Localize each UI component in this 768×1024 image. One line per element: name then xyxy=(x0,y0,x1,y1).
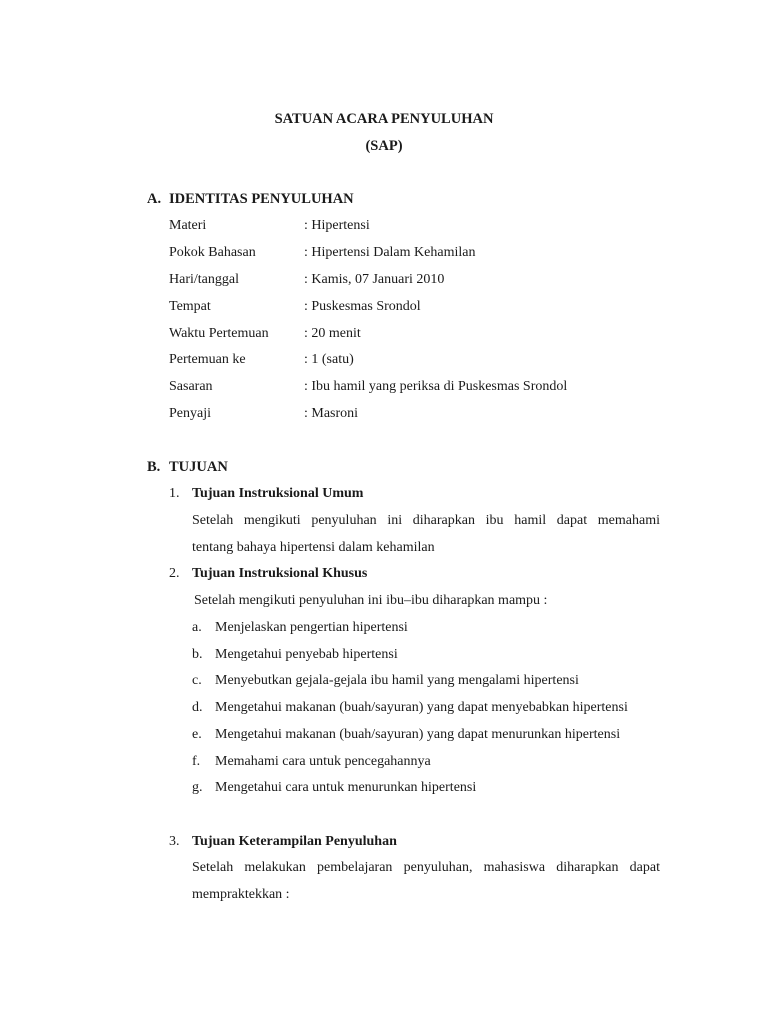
item-number: 3. xyxy=(169,834,180,849)
field-value: : Hipertensi xyxy=(304,218,370,233)
item-number: 2. xyxy=(169,566,180,581)
sub-item-text: Menyebutkan gejala-gejala ibu hamil yang mengalami hipertensi xyxy=(215,673,579,688)
sub-item-letter: g. xyxy=(192,780,203,795)
document-title: SATUAN ACARA PENYULUHAN xyxy=(274,111,494,127)
sub-item-text: Memahami cara untuk pencegahannya xyxy=(215,754,431,769)
field-value: : Hipertensi Dalam Kehamilan xyxy=(304,245,476,260)
sub-item-text: Mengetahui cara untuk menurunkan hipertensi xyxy=(215,780,477,795)
field-label: Hari/tanggal xyxy=(169,272,239,287)
section-b-marker: B. xyxy=(147,459,161,475)
field-label: Tempat xyxy=(169,299,211,314)
field-value: : 1 (satu) xyxy=(304,352,354,367)
field-label: Penyaji xyxy=(169,406,211,421)
field-label: Pokok Bahasan xyxy=(169,245,256,260)
section-a-heading: IDENTITAS PENYULUHAN xyxy=(169,191,354,207)
field-label: Pertemuan ke xyxy=(169,352,246,367)
field-label: Materi xyxy=(169,218,207,233)
sub-item-text: Mengetahui penyebab hipertensi xyxy=(215,647,398,662)
field-value: : Masroni xyxy=(304,406,359,421)
sub-item-letter: d. xyxy=(192,700,203,715)
item-intro: Setelah mengikuti penyuluhan ini ibu–ibu diharapkan mampu : xyxy=(194,593,548,608)
field-value: : Kamis, 07 Januari 2010 xyxy=(304,272,445,287)
sub-item-text: Mengetahui makanan (buah/sayuran) yang dapat menurunkan hipertensi xyxy=(215,727,621,742)
field-value: : Puskesmas Srondol xyxy=(304,299,421,314)
item-paragraph-line: Setelah mengikuti penyuluhan ini diharapkan ibu hamil dapat memahami xyxy=(192,513,660,528)
item-number: 1. xyxy=(169,486,180,501)
item-heading: Tujuan Keterampilan Penyuluhan xyxy=(192,834,397,849)
item-heading: Tujuan Instruksional Khusus xyxy=(192,566,368,581)
section-b-heading: TUJUAN xyxy=(169,459,228,475)
sub-item-letter: a. xyxy=(192,620,202,635)
sub-item-letter: f. xyxy=(192,754,201,769)
field-label: Sasaran xyxy=(169,379,213,394)
item-paragraph-line: tentang bahaya hipertensi dalam kehamilan xyxy=(192,540,435,555)
section-a-marker: A. xyxy=(147,191,162,207)
item-heading: Tujuan Instruksional Umum xyxy=(192,486,364,501)
sub-item-text: Mengetahui makanan (buah/sayuran) yang dapat menyebabkan hipertensi xyxy=(215,700,628,715)
field-value: : Ibu hamil yang periksa di Puskesmas Srondol xyxy=(304,379,568,394)
sub-item-letter: b. xyxy=(192,647,203,662)
item-paragraph-line: mempraktekkan : xyxy=(192,887,290,902)
sub-item-letter: c. xyxy=(192,673,202,688)
field-value: : 20 menit xyxy=(304,326,361,341)
sub-item-letter: e. xyxy=(192,727,202,742)
item-paragraph-line: Setelah melakukan pembelajaran penyuluhan, mahasiswa diharapkan dapat xyxy=(192,860,660,875)
field-label: Waktu Pertemuan xyxy=(169,326,269,341)
sub-item-text: Menjelaskan pengertian hipertensi xyxy=(215,620,408,635)
document-subtitle: (SAP) xyxy=(365,138,403,154)
